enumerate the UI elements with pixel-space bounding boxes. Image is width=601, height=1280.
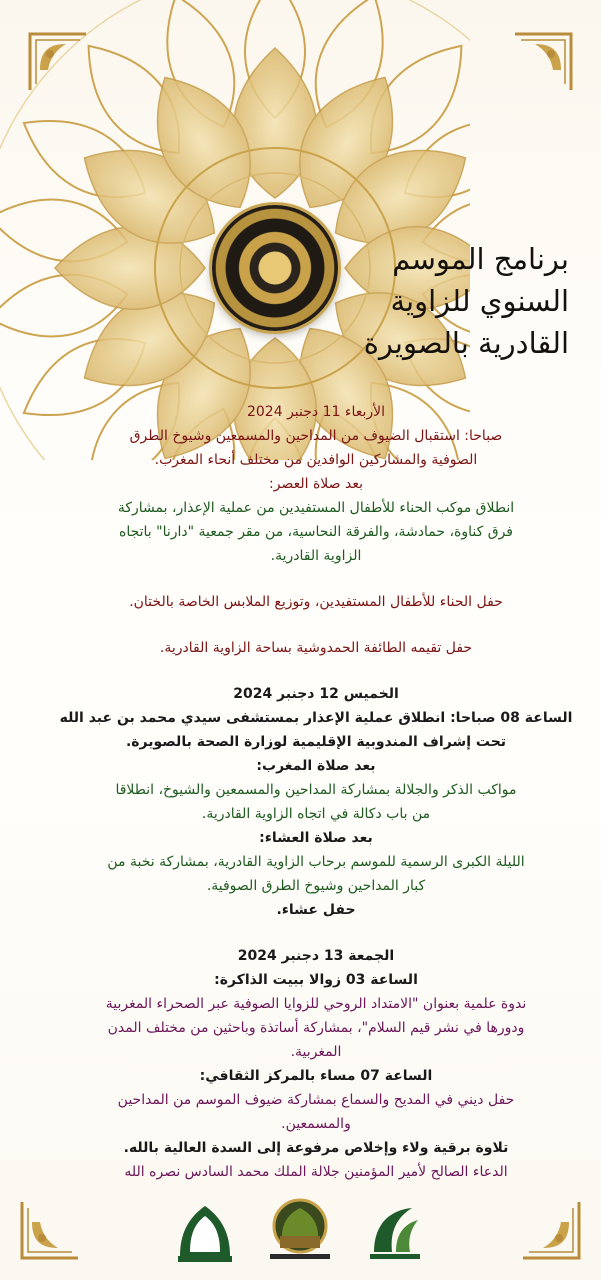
day-3-line-1: الساعة 03 زوالا ببيت الذاكرة: (214, 972, 418, 988)
day-3-line-3: ودورها في نشر قيم السلام"، بمشاركة أساتذة وباحثين من مختلف المدن (107, 1020, 525, 1036)
day-3-line-6: حفل ديني في المديح والسماع بمشاركة ضيوف الموسم من المداحين (117, 1092, 515, 1108)
day-1-line-1: صباحا: استقبال الضيوف من المداحين والمسمعين وشيوخ الطرق (129, 428, 503, 444)
zawiya-logo-icon (170, 1202, 240, 1266)
day-2-line-1: الساعة 08 صباحا: انطلاق عملية الإعذار بمستشفى سيدي محمد بن عبد الله (59, 710, 573, 726)
program-schedule (36, 400, 596, 1184)
day-3-line-9: الدعاء الصالح لأمير المؤمنين جلالة الملك محمد السادس نصره الله (124, 1164, 508, 1180)
day-1-line-8: حفل تقيمه الطائفة الحمدوشية بساحة الزاوية القادرية. (159, 640, 473, 656)
day-3-line-5: الساعة 07 مساء بالمركز الثقافي: (199, 1068, 433, 1084)
day-2-line-9: حفل عشاء. (276, 902, 356, 918)
title-line-1: برنامج الموسم (392, 242, 569, 276)
day-1-line-3: بعد صلاة العصر: (269, 476, 363, 492)
day-2-line-3: بعد صلاة المغرب: (256, 758, 376, 774)
title-line-3: القادرية بالصويرة (363, 326, 569, 360)
corner-ornament-icon (511, 30, 575, 94)
day-2-line-7: الليلة الكبرى الرسمية للموسم برحاب الزاوية القادرية، بمشاركة نخبة من (107, 854, 525, 870)
association-logo-icon (360, 1202, 430, 1266)
day-2-heading: الخميس 12 دجنبر 2024 (233, 686, 399, 702)
day-1-line-6: الزاوية القادرية. (270, 548, 362, 564)
day-2-line-6: بعد صلاة العشاء: (259, 830, 373, 846)
corner-ornament-icon (519, 1198, 583, 1262)
day-3-line-7: والمسمعين. (281, 1116, 351, 1132)
poster-title (309, 238, 569, 364)
sponsor-logos (170, 1196, 430, 1272)
day-3-line-2: ندوة علمية بعنوان "الامتداد الروحي للزوايا الصوفية عبر الصحراء المغربية (105, 996, 527, 1012)
title-line-2: السنوي للزاوية (390, 284, 569, 318)
day-1-line-5: فرق كناوة، حمادشة، والفرقة النحاسية، من مقر جمعية "دارنا" باتجاه (118, 524, 513, 540)
day-2-line-8: كبار المداحين وشيوخ الطرق الصوفية. (206, 878, 426, 894)
corner-ornament-icon (26, 30, 90, 94)
day-1-line-4: انطلاق موكب الحناء للأطفال المستفيدين من عملية الإعذار، بمشاركة (117, 500, 515, 516)
day-3-line-4: المغربية. (290, 1044, 342, 1060)
day-1-heading: الأربعاء 11 دجنبر 2024 (246, 404, 386, 420)
dome-logo-icon (262, 1196, 338, 1268)
day-2-line-2: تحت إشراف المندوبية الإقليمية لوزارة الصحة بالصويرة. (125, 734, 507, 750)
day-3-heading: الجمعة 13 دجنبر 2024 (237, 948, 395, 964)
corner-ornament-icon (18, 1198, 82, 1262)
day-2-line-5: من باب دكالة في اتجاه الزاوية القادرية. (201, 806, 431, 822)
day-3-line-8: تلاوة برقية ولاء وإخلاص مرفوعة إلى السدة العالية بالله. (123, 1140, 509, 1156)
day-2-line-4: مواكب الذكر والجلالة بمشاركة المداحين والمسمعين والشيوخ، انطلاقا (115, 782, 517, 798)
day-1-line-2: الصوفية والمشاركين الوافدين من مختلف أنحاء المغرب. (154, 452, 478, 468)
day-1-line-7: حفل الحناء للأطفال المستفيدين، وتوزيع الملابس الخاصة بالختان. (129, 594, 503, 610)
